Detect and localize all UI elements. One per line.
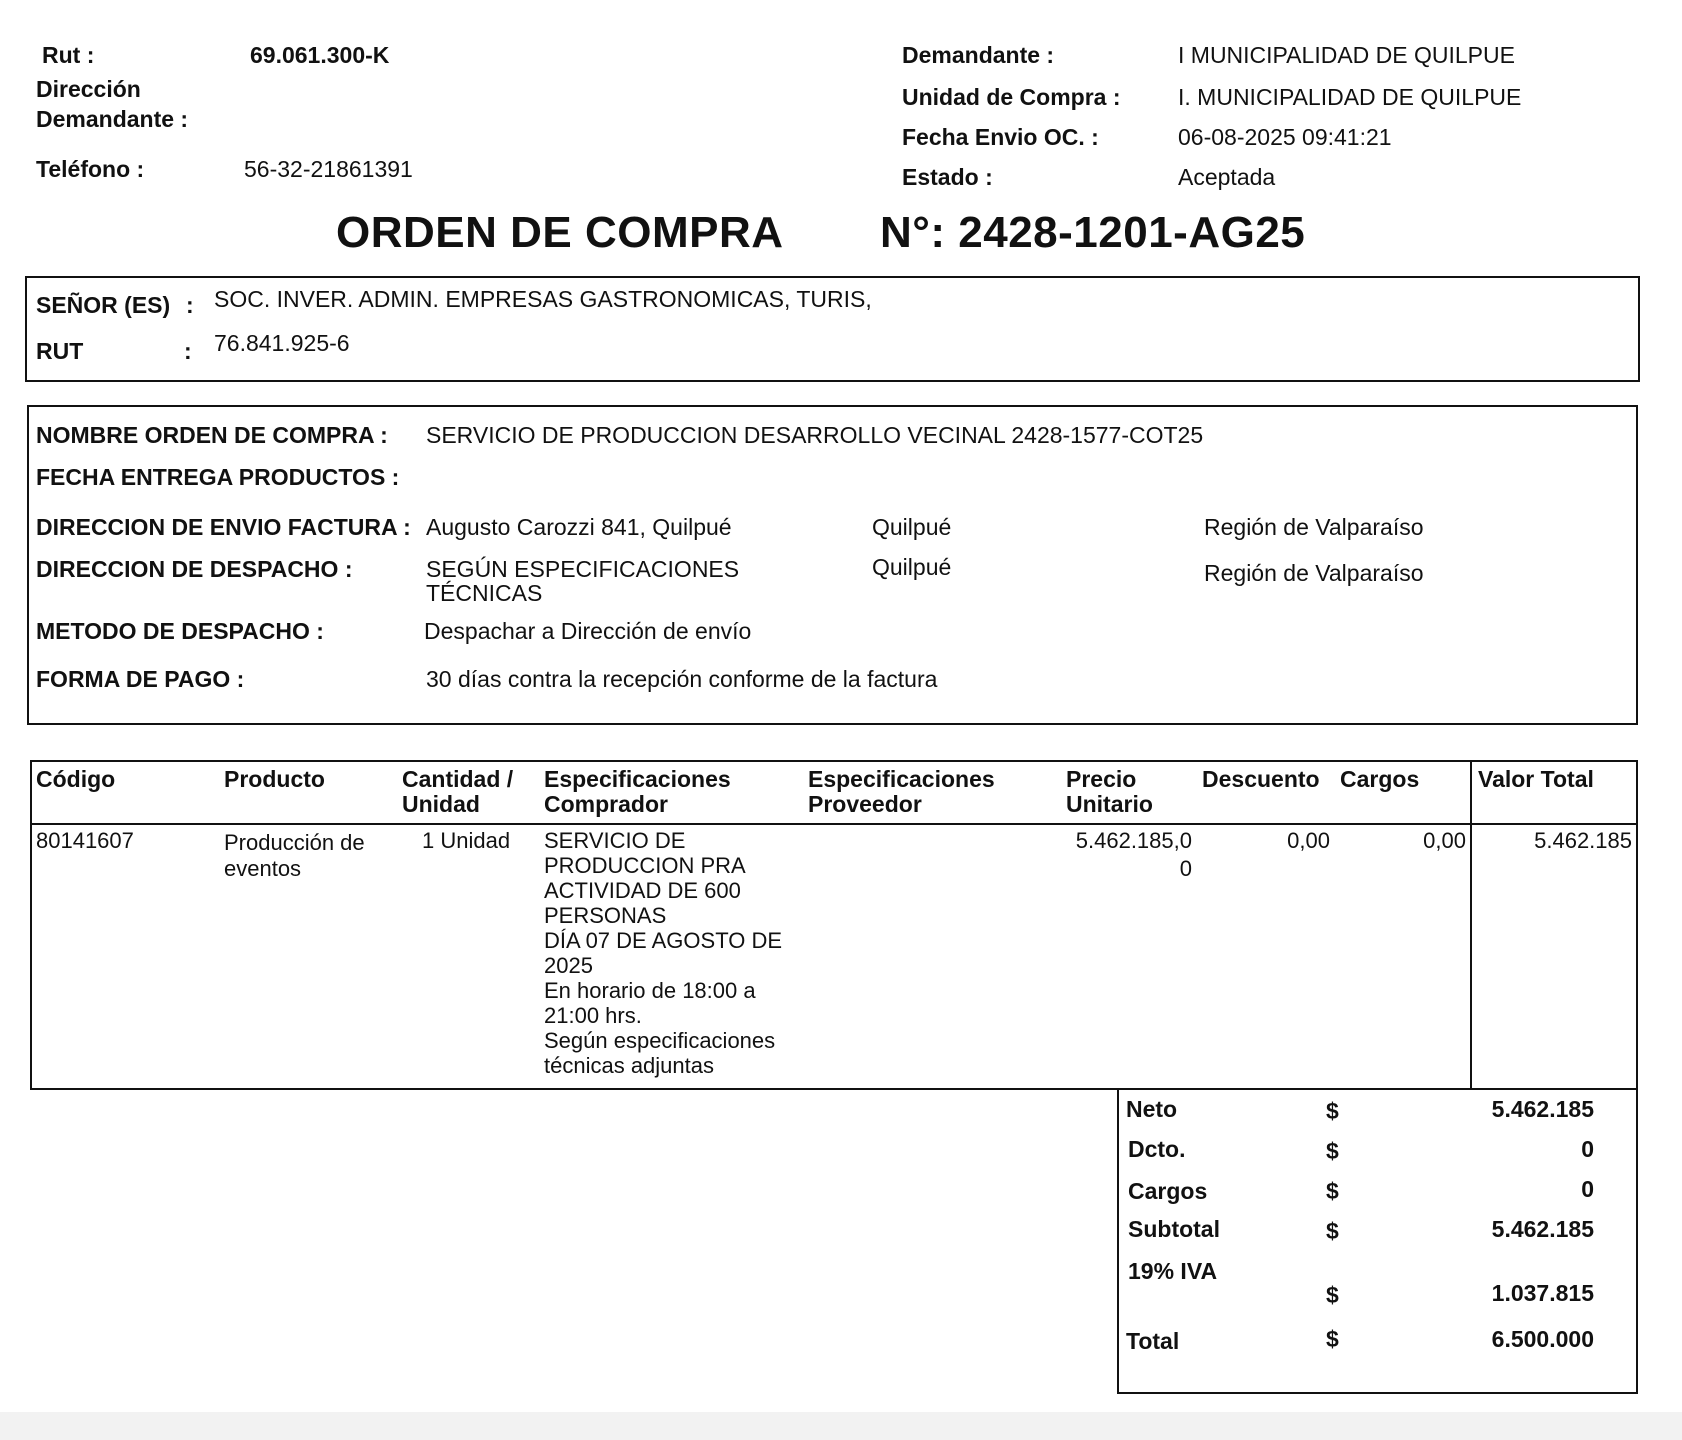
factura-value: Augusto Carozzi 841, Quilpué [426,514,732,540]
demandante-label: Demandante : [902,42,1055,68]
total-value: 5.462.185 [1491,1216,1594,1242]
total-value: 0 [1581,1176,1594,1202]
order-number: N°: 2428-1201-AG25 [880,208,1306,257]
col-espec-comprador-1: Especificaciones [544,766,731,792]
items-header-divider [30,823,1638,825]
page-title: ORDEN DE COMPRA [336,208,784,257]
total-label: Neto [1126,1096,1178,1122]
senor-value: SOC. INVER. ADMIN. EMPRESAS GASTRONOMICAS, TURIS, [214,286,872,312]
despacho-region: Región de Valparaíso [1204,560,1424,586]
forma-pago-label: FORMA DE PAGO : [36,666,245,692]
total-label: Subtotal [1128,1216,1220,1242]
col-descuento: Descuento [1202,766,1320,792]
item-valor-total: 5.462.185 [1534,828,1632,853]
nombre-orden-value: SERVICIO DE PRODUCCION DESARROLLO VECINAL 2428-1577-COT25 [426,422,1204,448]
espec-line: En horario de 18:00 a [544,978,756,1003]
currency-symbol: $ [1326,1098,1339,1124]
despacho-value-1: SEGÚN ESPECIFICACIONES [426,556,740,582]
fecha-entrega-label: FECHA ENTREGA PRODUCTOS : [36,464,400,490]
item-descuento: 0,00 [1287,828,1330,853]
col-espec-comprador-2: Comprador [544,791,668,817]
currency-symbol: $ [1326,1218,1339,1244]
metodo-value: Despachar a Dirección de envío [424,618,752,644]
col-cantidad-1: Cantidad / [402,766,514,792]
valor-total-divider [1470,760,1472,1090]
viewer-bottom-edge [0,1412,1682,1440]
espec-line: técnicas adjuntas [544,1053,714,1078]
currency-symbol: $ [1326,1138,1339,1164]
item-precio-1: 5.462.185,0 [1075,828,1192,853]
total-value: 0 [1581,1136,1594,1162]
col-espec-proveedor-1: Especificaciones [808,766,995,792]
espec-line: 2025 [544,953,593,978]
espec-line: Según especificaciones [544,1028,776,1053]
item-cargos: 0,00 [1423,828,1466,853]
direccion-demandante-label: Demandante : [36,106,189,132]
senor-colon: : [186,292,194,318]
total-value: 5.462.185 [1491,1096,1594,1122]
supplier-rut-label: RUT [36,338,84,364]
direccion-label: Dirección [36,76,141,102]
factura-label: DIRECCION DE ENVIO FACTURA : [36,514,411,540]
col-precio-1: Precio [1066,766,1137,792]
item-espec-comprador [544,828,782,1078]
fecha-envio-value: 06-08-2025 09:41:21 [1178,124,1392,150]
total-label: Cargos [1128,1178,1208,1204]
despacho-city: Quilpué [872,554,952,580]
total-label: Dcto. [1128,1136,1186,1162]
supplier-rut-value: 76.841.925-6 [214,330,350,356]
demandante-value: I MUNICIPALIDAD DE QUILPUE [1178,42,1515,68]
total-value: 6.500.000 [1491,1326,1594,1352]
col-codigo: Código [36,766,116,792]
despacho-label: DIRECCION DE DESPACHO : [36,556,353,582]
espec-line: DÍA 07 DE AGOSTO DE [544,928,783,953]
rut-value: 69.061.300-K [250,42,390,68]
fecha-envio-label: Fecha Envio OC. : [902,124,1099,150]
espec-line: ACTIVIDAD DE 600 [544,878,741,903]
col-cargos: Cargos [1340,766,1420,792]
col-espec-proveedor-2: Proveedor [808,791,922,817]
espec-line: SERVICIO DE [544,828,686,853]
supplier-rut-colon: : [184,338,192,364]
telefono-value: 56-32-21861391 [244,156,413,182]
col-precio-2: Unitario [1066,791,1153,817]
total-value: 1.037.815 [1491,1280,1594,1306]
item-codigo: 80141607 [36,828,134,853]
item-cantidad: 1 Unidad [422,828,511,853]
estado-value: Aceptada [1178,164,1276,190]
rut-label: Rut : [42,42,95,68]
metodo-label: METODO DE DESPACHO : [36,618,324,644]
factura-city: Quilpué [872,514,952,540]
espec-line: PERSONAS [544,903,667,928]
senor-label: SEÑOR (ES) [36,292,171,318]
espec-line: 21:00 hrs. [544,1003,642,1028]
currency-symbol: $ [1326,1282,1339,1308]
factura-region: Región de Valparaíso [1204,514,1424,540]
total-label: 19% IVA [1128,1258,1218,1284]
forma-pago-value: 30 días contra la recepción conforme de la factura [426,666,938,692]
unidad-compra-value: I. MUNICIPALIDAD DE QUILPUE [1178,84,1522,110]
col-valor-total: Valor Total [1478,766,1594,792]
currency-symbol: $ [1326,1178,1339,1204]
espec-line: PRODUCCION PRA [544,853,746,878]
item-producto-2: eventos [224,856,302,881]
total-label: Total [1126,1328,1180,1354]
despacho-value-2: TÉCNICAS [426,580,543,606]
item-producto-1: Producción de [224,830,365,855]
estado-label: Estado : [902,164,993,190]
telefono-label: Teléfono : [36,156,145,182]
currency-symbol: $ [1326,1326,1339,1352]
nombre-orden-label: NOMBRE ORDEN DE COMPRA : [36,422,388,448]
col-cantidad-2: Unidad [402,791,480,817]
col-producto: Producto [224,766,325,792]
item-precio-2: 0 [1179,856,1192,881]
unidad-compra-label: Unidad de Compra : [902,84,1121,110]
